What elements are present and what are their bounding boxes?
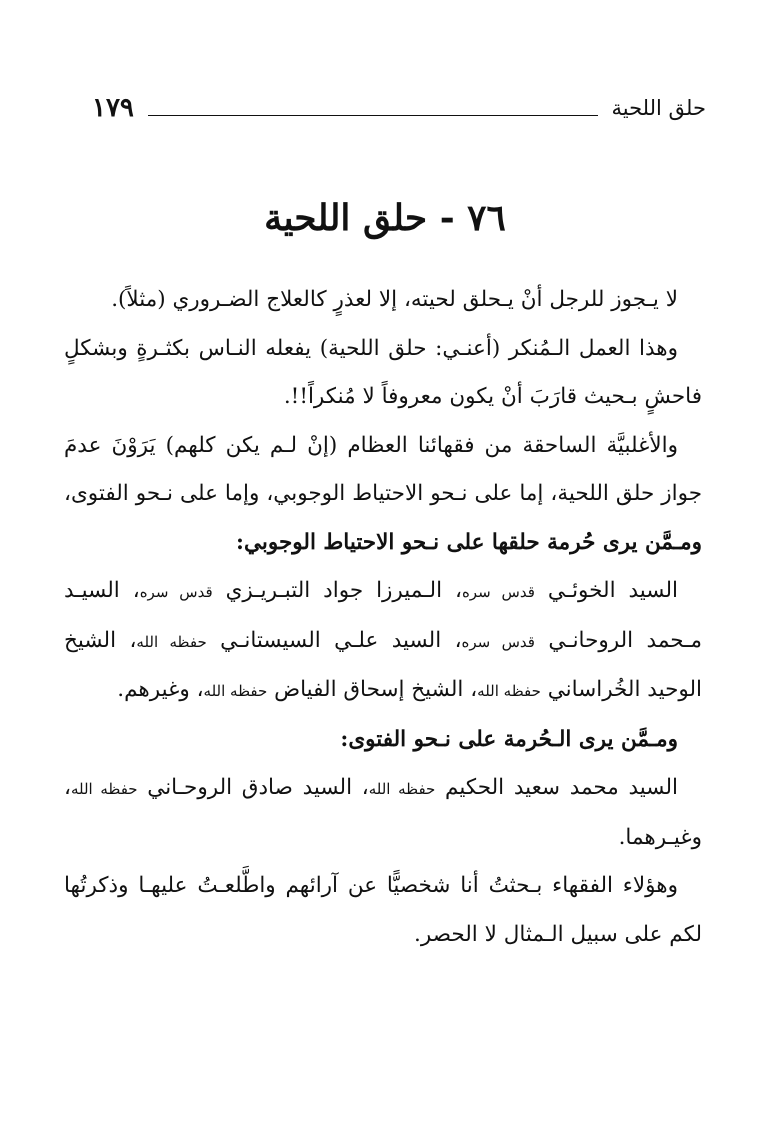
paragraph-jurists bbox=[64, 422, 702, 568]
honorific-mark: حفظه الله bbox=[368, 780, 436, 798]
scholar-name: السيد محمد سعيد الحكيم bbox=[445, 775, 678, 800]
scholar-name: السيد صادق الروحـاني bbox=[147, 775, 353, 800]
scholar-name: السيـد مـحمد الروحانـي bbox=[64, 578, 702, 653]
honorific-mark: حفظه الله bbox=[203, 682, 268, 700]
paragraph-jurists-text: والأغلبيَّة الساحقة من فقهائنا العظام (إنْ لـم يكن كلهم) يَرَوْنَ عدمَ جواز حلق اللحية، إما على نـحو الاحتياط الوجوبي، وإما على نـحو الفتوى، bbox=[64, 432, 702, 506]
scholar-name: السيد علـي السيستانـي bbox=[220, 627, 442, 653]
running-title: حلق اللحية bbox=[611, 96, 706, 120]
precaution-heading: ومـمَّن يرى حُرمة حلقها على نـحو الاحتياط الوجوبي: bbox=[236, 529, 702, 555]
honorific-mark: حفظه الله bbox=[477, 682, 541, 700]
honorific-mark: قدس سره bbox=[461, 583, 535, 601]
header-rule bbox=[148, 115, 598, 116]
body-text bbox=[64, 276, 702, 959]
paragraph-ruling: لا يـجوز للرجل أنْ يـحلق لحيته، إلا لعذرٍ كالعلاج الضـروري (مثلاً). bbox=[111, 287, 678, 312]
list-tail: وغيـرهما. bbox=[618, 824, 702, 850]
chapter-title: ٧٦ - حلق اللحية bbox=[264, 197, 506, 239]
honorific-mark: قدس سره bbox=[461, 632, 535, 651]
honorific-mark: قدس سره bbox=[139, 583, 213, 601]
paragraph-prevalence: وهذا العمل الـمُنكر (أعنـي: حلق اللحية) يفعله النـاس بكثـرةٍ وبشكلٍ فاحشٍ بـحيث قارَبَ أنْ يكون معروفاً لا مُنكراً!!. bbox=[64, 335, 702, 409]
running-head bbox=[92, 88, 706, 128]
scholar-name: السيد الخوئـي bbox=[547, 578, 679, 603]
list-tail: وغيرهم. bbox=[117, 677, 190, 702]
scholar-name: الشيخ الوحيد الخُراساني bbox=[64, 627, 702, 702]
honorific-mark: حفظه الله bbox=[136, 632, 207, 651]
scholar-name: الشيخ إسحاق الفياض bbox=[274, 677, 464, 702]
fatwa-scholar-list: السيد محمد سعيد الحكيم حفظه الله، السيد صادق الروحـاني حفظه الله، وغيـرهما. bbox=[64, 775, 702, 850]
honorific-mark: حفظه الله bbox=[70, 780, 138, 798]
paragraph-closing: وهؤلاء الفقهاء بـحثتُ أنا شخصيًّا عن آرائهم واطَّلعـتُ عليهـا وذكرتُها لكم على سبيل الـمثال لا الحصر. bbox=[64, 873, 702, 947]
precaution-scholar-list: السيد الخوئـي قدس سره، الـميرزا جواد التبـريـزي قدس سره، السيـد مـحمد الروحانـي قدس سره، السيد علـي السيستانـي حفظه الله، الشيخ الوحيد الخُراساني حفظه الله، الشيخ إسحاق الفياض حفظه الله، وغيرهم. bbox=[64, 578, 702, 702]
fatwa-heading: ومـمَّن يرى الـحُرمة على نـحو الفتوى: bbox=[340, 726, 678, 752]
page-number: ١٧٩ bbox=[92, 93, 134, 123]
scholar-name: الـميرزا جواد التبـريـزي bbox=[225, 578, 443, 603]
